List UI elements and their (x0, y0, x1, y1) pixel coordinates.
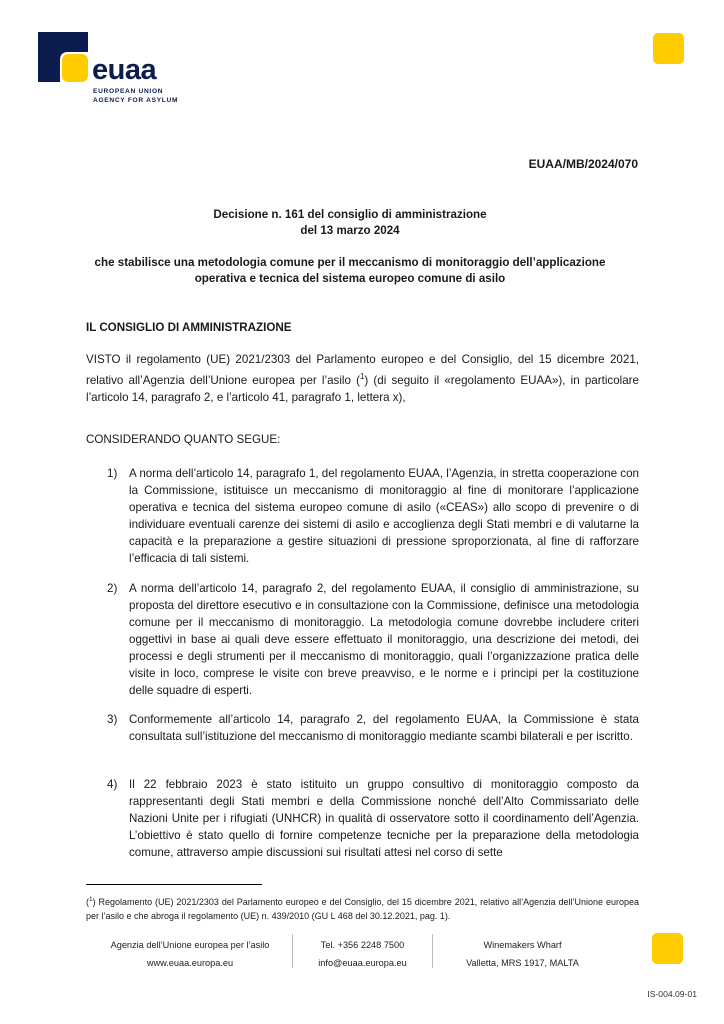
decision-subject-line1: che stabilisce una metodologia comune per il meccanismo di monitoraggio dell’applicazione (94, 256, 606, 269)
list-item (107, 776, 639, 861)
document-reference: EUAA/MB/2024/070 (528, 157, 638, 171)
list-item-number: 4) (107, 778, 118, 791)
footer-contact (305, 936, 420, 972)
footer-phone: Tel. +356 2248 7500 (320, 940, 405, 950)
euaa-logo-icon (38, 32, 88, 82)
decision-subject-line2: operativa e tecnica del sistema europeo comune di asilo (194, 272, 506, 285)
section-heading: IL CONSIGLIO DI AMMINISTRAZIONE (86, 321, 292, 334)
list-item-number: 3) (107, 713, 118, 726)
list-item-number: 1) (107, 467, 118, 480)
yellow-square-decoration-bottom (652, 933, 683, 964)
visto-text-after: ) (di seguito il «regolamento EUAA»), in particolare l’articolo 14, paragrafo 2, e l’articolo 41, paragrafo 1, lettera x), (86, 373, 639, 404)
list-item-text: Il 22 febbraio 2023 è stato istituito un gruppo consultivo di monitoraggio composto da rappresentanti degli Stati membri e della Commissione nonché dell’Alto Commissariato delle Nazioni Unite per i rifugiati (UNHCR) in qualità di osservatore sotto il coordinamento dell’Agenzia. L’obiettivo è stato quello di fornire competenze tecniche per la preparazione della metodologia comune, attraverso ampie discussioni sui risultati attesi nel corso di sette (129, 778, 639, 859)
footer-email-link[interactable]: info@euaa.europa.eu (318, 958, 407, 968)
footer-address-line1: Winemakers Wharf (483, 940, 562, 950)
footer-divider (432, 934, 433, 968)
footer-agency-name: Agenzia dell’Unione europea per l’asilo (110, 940, 270, 950)
considerando-heading: CONSIDERANDO QUANTO SEGUE: (86, 433, 281, 446)
footer-website-link[interactable]: www.euaa.europa.eu (146, 958, 234, 968)
list-item-text: Conformemente all’articolo 14, paragrafo 2, del regolamento EUAA, la Commissione è stata consultata sull’istituzione del meccanismo di monitoraggio mediante scambi bilaterali e per iscritto. (129, 713, 639, 743)
list-item (107, 711, 639, 745)
yellow-square-decoration-top (653, 33, 684, 64)
document-code: IS-004.09-01 (647, 989, 697, 999)
footnote-reference[interactable]: 1 (359, 372, 365, 381)
list-item (107, 465, 639, 567)
list-item-text: A norma dell’articolo 14, paragrafo 2, del regolamento EUAA, il consiglio di amministrazione, su proposta del direttore esecutivo e in consultazione con la Commissione, definisce una metodologia comune per il meccanismo di monitoraggio. La metodologia comune dovrebbe includere criteri oggettivi in base ai quali deve essere effettuato il monitoraggio, una descrizione dei metodi, dei processi e degli strumenti per il meccanismo di monitoraggio, quali l’organizzazione pratica delle visite in loco, comprese le visite con breve preavviso, e le norme e i principi per la costituzione delle squadre di esperti. (129, 582, 639, 697)
logo-wordmark: euaa (92, 54, 157, 86)
logo-subtitle-line1: EUROPEAN UNION (93, 88, 164, 95)
footnote-text: Regolamento (UE) 2021/2303 del Parlamento europeo e del Consiglio, del 15 dicembre 2021, relativo all’Agenzia dell’Unione europea per l’asilo e che abroga il regolamento (UE) n. 439/2010 (GU L 468 del 30.12.2021, pag. 1). (86, 897, 639, 921)
footnote-number: 1 (89, 896, 93, 903)
visto-text-before: VISTO il regolamento (UE) 2021/2303 del Parlamento europeo e del Consiglio, del 15 dicembre 2021, relativo all’Agenzia dell’Unione europea per l’asilo ( (86, 353, 639, 387)
footnote: ($^1$) Regolamento (UE) 2021/2303 del Parlamento europeo e del Consiglio, del 15 dicembre 2021, relativo all’Agenzia dell’Unione europea per l’asilo e che abroga il regolamento (UE) n. 439/2010 (GU L 468 del 30.12.2021, pag. 1). (86, 896, 639, 921)
list-item (107, 580, 639, 699)
footer-divider (292, 934, 293, 968)
logo-subtitle-line2: AGENCY FOR ASYLUM (93, 97, 179, 104)
footer-agency (100, 936, 280, 972)
list-item-number: 2) (107, 582, 118, 595)
footer-address (450, 936, 595, 972)
list-item-text: A norma dell’articolo 14, paragrafo 1, del regolamento EUAA, l’Agenzia, in stretta cooperazione con la Commissione, istituisce un meccanismo di monitoraggio al fine di monitorare l’applicazione operativa e tecnica del sistema europeo comune di asilo («CEAS») allo scopo di prevenire o di individuare eventuali carenze dei sistemi di asilo e accoglienza degli Stati membri e di valutarne la capacità e la preparazione a gestire situazioni di pressione sproporzionata, al fine di rafforzare l’efficacia di tali sistemi. (129, 467, 639, 565)
decision-title-line1: Decisione n. 161 del consiglio di amministrazione (213, 208, 487, 221)
footnote-separator (86, 884, 262, 885)
decision-title-line2: del 13 marzo 2024 (300, 224, 400, 237)
euaa-logo (38, 32, 188, 104)
footer-address-line2: Valletta, MRS 1917, MALTA (466, 958, 579, 968)
visto-paragraph (86, 351, 639, 406)
